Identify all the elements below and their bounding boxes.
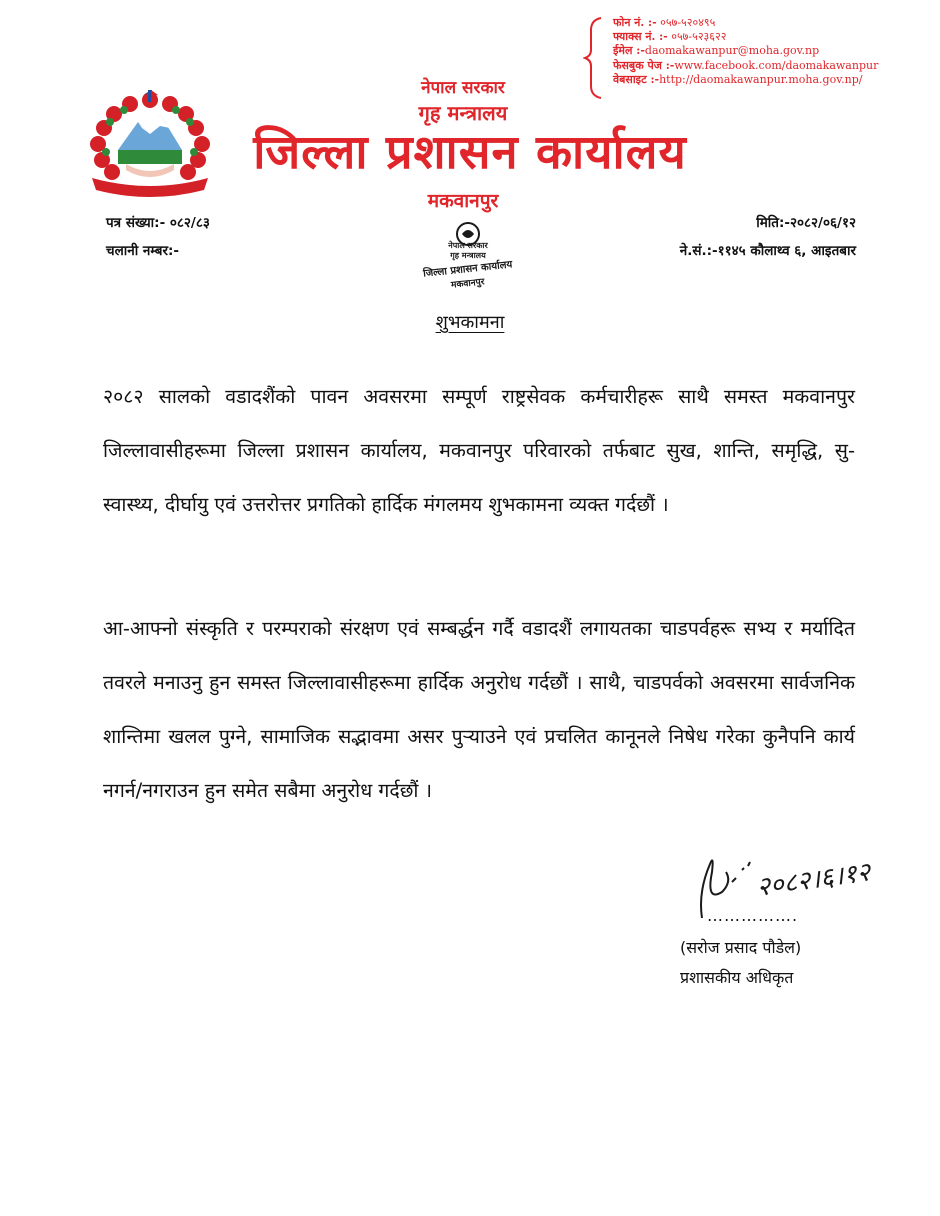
paragraph-1: २०८२ सालको वडादशैंको पावन अवसरमा सम्पूर्ण राष्ट्रसेवक कर्मचारीहरू साथै समस्त मकवानपुर जिल्लावासीहरूमा जिल्ला प्रशासन कार्यालय, मकवानपुर परिवारको तर्फबाट सुख, शान्ति, समृद्धि, सु-स्वास्थ्य, दीर्घायु एवं उत्तरोत्तर प्रगतिको हार्दिक मंगलमय शुभकामना व्यक्त गर्दछौं । bbox=[103, 385, 855, 516]
nepal-emblem bbox=[84, 88, 216, 200]
signer-designation: प्रशासकीय अधिकृत bbox=[680, 968, 794, 987]
contact-website[interactable]: वेबसाइट :-http://daomakawanpur.moha.gov.np/ bbox=[613, 72, 863, 86]
paragraph-2: आ-आफ्नो संस्कृति र परम्पराको संरक्षण एवं सम्बर्द्धन गर्दै वडादशैं लगायतका चाडपर्वहरू सभ्य र मर्यादित तवरले मनाउनु हुन समस्त जिल्लावासीहरूमा हार्दिक अनुरोध गर्दछौं । साथै, चाडपर्वको अवसरमा सार्वजनिक शान्तिमा खलल पुग्ने, सामाजिक सद्भावमा असर पुऱ्याउने एवं प्रचलित कानूनले निषेध गरेका कुनैपनि कार्य नगर्न/नगराउन हुन समेत सबैमा अनुरोध गर्दछौं । bbox=[103, 617, 855, 802]
signature-dots: ……………. bbox=[707, 906, 799, 925]
seal-line-2: गृह मन्त्रालय bbox=[450, 251, 486, 260]
office-seal bbox=[414, 208, 522, 296]
contact-lines bbox=[613, 16, 878, 87]
government-title: नेपाल सरकार bbox=[421, 78, 505, 98]
dispatch-number: चलानी नम्बर:- bbox=[106, 243, 180, 259]
contact-email[interactable]: ईमेल :-daomakawanpur@moha.gov.np bbox=[613, 44, 820, 58]
contact-block bbox=[583, 14, 883, 102]
contact-phone: फोन नं. :- ०५७-५२०४९५ bbox=[613, 16, 716, 29]
signature-date: २०८२।६।१२ bbox=[754, 857, 873, 903]
district-title: मकवानपुर bbox=[427, 190, 499, 212]
contact-facebook[interactable]: फेसबुक पेज :-www.facebook.com/daomakawanpur bbox=[613, 58, 879, 72]
ministry-title: गृह मन्त्रालय bbox=[418, 101, 508, 125]
seal-line-4: मकवानपुर bbox=[450, 277, 485, 291]
letter-date: मिति:-२०८२/०६/१२ bbox=[756, 215, 856, 231]
seal-line-1: नेपाल सरकार bbox=[448, 241, 488, 250]
brace-icon bbox=[583, 16, 605, 100]
office-title: जिल्ला प्रशासन कार्यालय bbox=[253, 125, 687, 180]
subject-heading: शुभकामना bbox=[435, 312, 505, 333]
signer-name: (सरोज प्रसाद पौडेल) bbox=[680, 938, 802, 957]
letter-number: पत्र संख्या:- ०८२/८३ bbox=[106, 215, 210, 231]
contact-fax: फ्याक्स नं. :- ०५७-५२३६२२ bbox=[613, 30, 727, 44]
nepal-sambat-date: ने.सं.:-११४५ कौलाथ्व ६, आइतबार bbox=[679, 243, 856, 259]
seal-line-3: जिल्ला प्रशासन कार्यालय bbox=[422, 259, 513, 280]
